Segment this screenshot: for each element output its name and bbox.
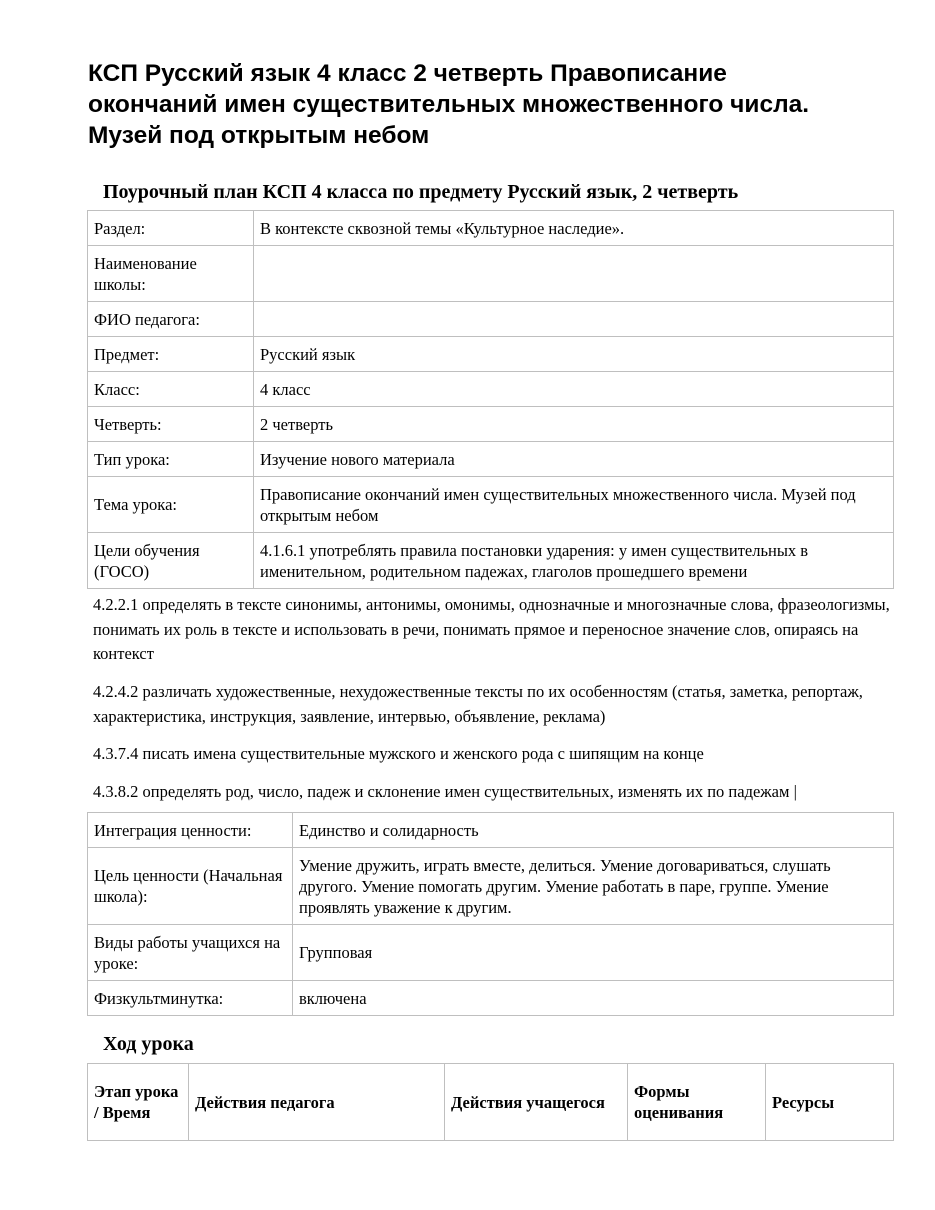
learning-goal-paragraph: 4.3.7.4 писать имена существительные мужского и женского рода с шипящим на конце: [93, 744, 704, 763]
learning-goal-paragraph: 4.2.2.1 определять в тексте синонимы, антонимы, омонимы, однозначные и многозначные слова, фразеологизмы, понимать их роль в тексте и использовать в речи, понимать прямое и переносное значение слов, опираясь на контекст: [93, 595, 890, 663]
info-value: В контексте сквозной темы «Культурное наследие».: [254, 211, 894, 246]
lesson-heading: Ход урока: [103, 1033, 194, 1055]
info-label: Цели обучения (ГОСО): [88, 533, 254, 589]
lesson-plan-table: [87, 1063, 894, 1141]
info-value: Изучение нового материала: [254, 442, 894, 477]
column-header-student: Действия учащегося: [445, 1064, 628, 1141]
value-row-work-types: [88, 925, 894, 981]
info-row-goals: [88, 533, 894, 589]
lesson-header-row: [88, 1064, 894, 1141]
column-header-resources: Ресурсы: [766, 1064, 894, 1141]
info-row-lesson-type: [88, 442, 894, 477]
plan-heading: Поурочный план КСП 4 класса по предмету Русский язык, 2 четверть: [103, 181, 739, 203]
column-header-teacher: Действия педагога: [189, 1064, 445, 1141]
learning-goal-paragraph: 4.3.8.2 определять род, число, падеж и склонение имен существительных, изменять их по падежам |: [93, 782, 797, 801]
info-label: Наименование школы:: [88, 246, 254, 302]
document-title: КСП Русский язык 4 класс 2 четверть Правописание окончаний имен существительных множественного числа. Музей под открытым небом: [88, 60, 810, 149]
info-label: Предмет:: [88, 337, 254, 372]
info-value: Русский язык: [254, 337, 894, 372]
info-value: 2 четверть: [254, 407, 894, 442]
info-row-subject: [88, 337, 894, 372]
value-label: Интеграция ценности:: [88, 813, 293, 848]
info-label: Раздел:: [88, 211, 254, 246]
info-value: [254, 302, 894, 337]
value-value: Умение дружить, играть вместе, делиться. Умение договариваться, слушать другого. Умение помогать другим. Умение работать в паре, группе. Умение проявлять уважение к другим.: [293, 848, 894, 925]
info-value: Правописание окончаний имен существительных множественного числа. Музей под открытым небом: [254, 477, 894, 533]
info-row-teacher: [88, 302, 894, 337]
column-header-assessment: Формы оценивания: [628, 1064, 766, 1141]
info-row-section: [88, 211, 894, 246]
value-label: Цель ценности (Начальная школа):: [88, 848, 293, 925]
value-row-goal: [88, 848, 894, 925]
value-row-integration: [88, 813, 894, 848]
info-row-quarter: [88, 407, 894, 442]
info-value: 4 класс: [254, 372, 894, 407]
info-label: Четверть:: [88, 407, 254, 442]
info-label: Тип урока:: [88, 442, 254, 477]
value-value: Групповая: [293, 925, 894, 981]
column-header-stage: Этап урока / Время: [88, 1064, 189, 1141]
info-row-topic: [88, 477, 894, 533]
values-table: [87, 812, 894, 1016]
value-value: включена: [293, 981, 894, 1016]
value-row-exercise: [88, 981, 894, 1016]
info-label: Тема урока:: [88, 477, 254, 533]
learning-goal-paragraph: 4.2.4.2 различать художественные, нехудожественные тексты по их особенностям (статья, заметка, репортаж, характеристика, инструкция, заявление, интервью, объявление, реклама): [93, 682, 863, 726]
info-value: [254, 246, 894, 302]
value-label: Физкультминутка:: [88, 981, 293, 1016]
value-label: Виды работы учащихся на уроке:: [88, 925, 293, 981]
value-value: Единство и солидарность: [293, 813, 894, 848]
info-label: ФИО педагога:: [88, 302, 254, 337]
info-label: Класс:: [88, 372, 254, 407]
lesson-info-table: [87, 210, 894, 589]
info-row-grade: [88, 372, 894, 407]
info-value: 4.1.6.1 употреблять правила постановки ударения: у имен существительных в именительном, родительном падежах, глаголов прошедшего времени: [254, 533, 894, 589]
info-row-school: [88, 246, 894, 302]
